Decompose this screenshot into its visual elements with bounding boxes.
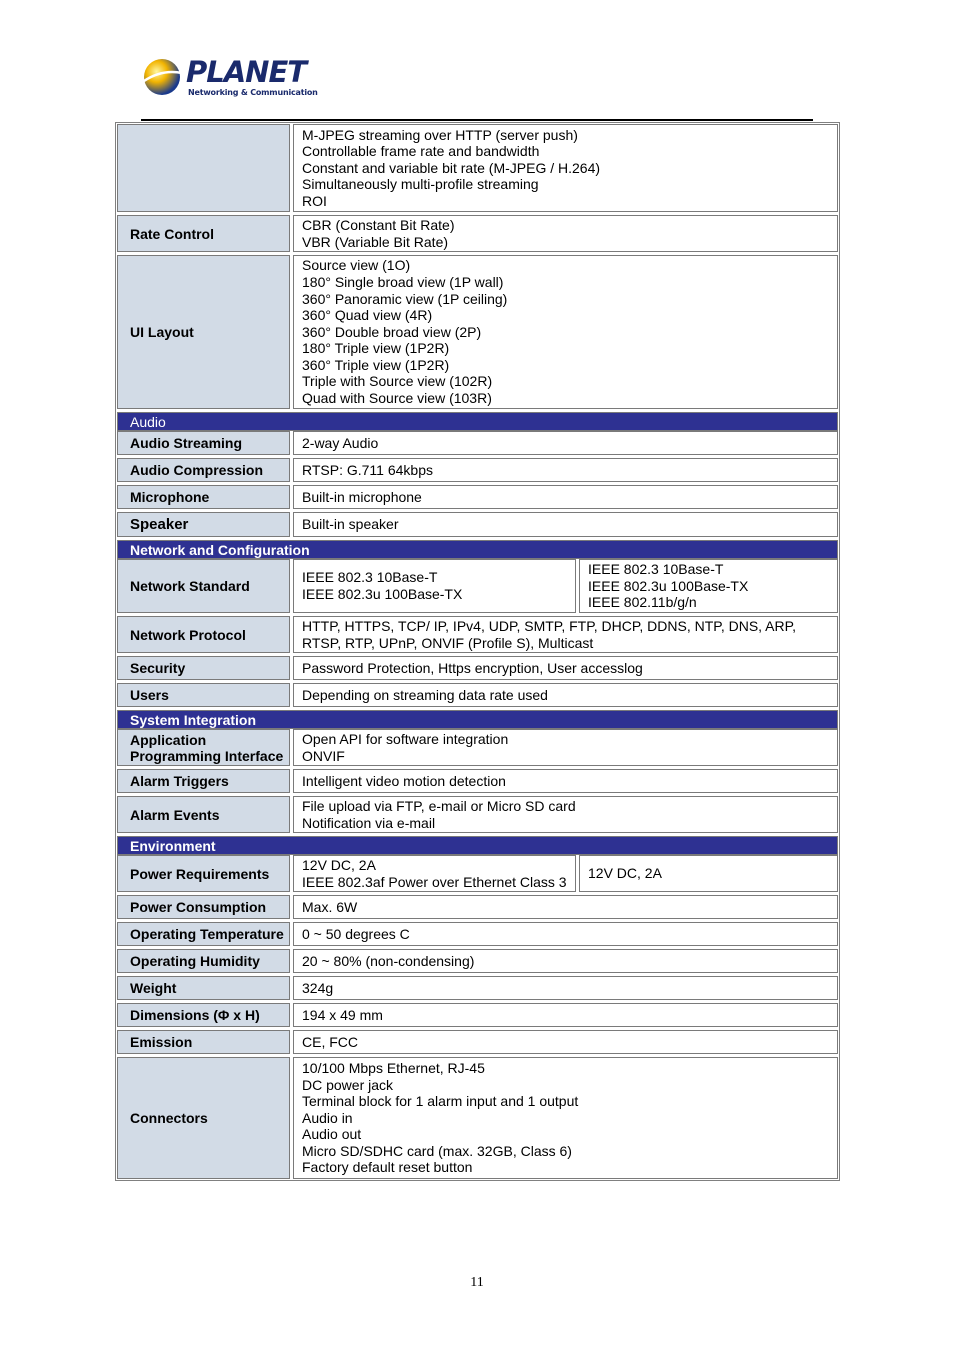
spec-value-line: CE, FCC	[302, 1033, 358, 1050]
spec-value-line: 180° Single broad view (1P wall)	[302, 273, 504, 290]
spec-value-line: 360° Quad view (4R)	[302, 307, 433, 324]
spec-value-line: VBR (Variable Bit Rate)	[302, 233, 449, 250]
spec-row	[117, 458, 838, 482]
spec-value	[293, 656, 838, 680]
spec-value	[293, 431, 838, 455]
spec-value-line: Intelligent video motion detection	[302, 772, 506, 789]
brand-name: PLANET	[186, 55, 307, 89]
spec-value-line: DC power jack	[302, 1076, 394, 1093]
spec-value-line: IEEE 802.3u 100Base-TX	[302, 586, 463, 602]
spec-value-cell	[579, 559, 838, 613]
spec-row	[117, 949, 838, 973]
spec-value-line: Audio in	[302, 1109, 353, 1126]
spec-value	[293, 215, 838, 252]
spec-value	[293, 1057, 838, 1179]
spec-row	[117, 1030, 838, 1054]
spec-value-line: Audio out	[302, 1126, 362, 1143]
spec-value-line: RTSP, RTP, UPnP, ONVIF (Profile S), Multicast	[302, 634, 594, 651]
spec-value-line: IEEE 802.3 10Base-T	[588, 561, 724, 578]
spec-value	[293, 729, 838, 766]
spec-value	[293, 922, 838, 946]
spec-value-line: Depending on streaming data rate used	[302, 686, 548, 703]
spec-label: Power Requirements	[117, 855, 290, 892]
spec-label: Dimensions (Φ x H)	[117, 1003, 290, 1027]
spec-label: Speaker	[117, 512, 290, 537]
spec-row	[117, 796, 838, 833]
spec-row	[117, 1057, 838, 1179]
spec-row	[117, 1003, 838, 1027]
spec-row	[117, 922, 838, 946]
spec-value	[293, 855, 838, 892]
section-header: Environment	[117, 836, 838, 855]
spec-row	[117, 855, 838, 892]
spec-row	[117, 895, 838, 919]
spec-value	[293, 976, 838, 1000]
spec-value	[293, 512, 838, 537]
spec-value-line: Terminal block for 1 alarm input and 1 output	[302, 1093, 579, 1110]
spec-label: Application Programming Interface	[117, 729, 290, 766]
spec-value-line: IEEE 802.3 10Base-T	[302, 569, 438, 586]
spec-value	[293, 124, 838, 212]
section-header: System Integration	[117, 710, 838, 729]
spec-value-line: HTTP, HTTPS, TCP/ IP, IPv4, UDP, SMTP, FTP, DHCP, DDNS, NTP, DNS, ARP,	[302, 617, 797, 634]
spec-label: Network Protocol	[117, 616, 290, 653]
spec-label: Alarm Events	[117, 796, 290, 833]
spec-value-line: Controllable frame rate and bandwidth	[302, 143, 540, 160]
spec-value-cell	[293, 559, 576, 613]
spec-value-line: Open API for software integration	[302, 730, 509, 747]
planet-logo	[142, 55, 318, 100]
spec-value	[293, 895, 838, 919]
spec-value	[293, 796, 838, 833]
spec-label: Security	[117, 656, 290, 680]
spec-label: Users	[117, 683, 290, 707]
spec-value-line: 180° Triple view (1P2R)	[302, 340, 450, 357]
header-rule	[141, 119, 813, 121]
spec-value	[293, 949, 838, 973]
spec-value-line: Password Protection, Https encryption, User accesslog	[302, 659, 643, 676]
spec-value-line: Built-in microphone	[302, 488, 422, 505]
spec-row	[117, 559, 838, 613]
spec-row	[117, 431, 838, 455]
spec-value	[293, 485, 838, 509]
spec-value-line: 360° Double broad view (2P)	[302, 323, 482, 340]
spec-value-line: 20 ~ 80% (non-condensing)	[302, 952, 475, 969]
spec-label: UI Layout	[117, 255, 290, 409]
spec-value-line: Max. 6W	[302, 898, 358, 915]
spec-value-line: Micro SD/SDHC card (max. 32GB, Class 6)	[302, 1142, 572, 1159]
spec-value-line: 360° Triple view (1P2R)	[302, 356, 450, 373]
spec-value-cell	[293, 855, 576, 892]
spec-value-line: IEEE 802.3af Power over Ethernet Class 3	[302, 873, 567, 890]
spec-value	[293, 769, 838, 793]
section-header: Network and Configuration	[117, 540, 838, 559]
spec-value-line: Notification via e-mail	[302, 814, 436, 831]
spec-label: Alarm Triggers	[117, 769, 290, 793]
spec-row	[117, 215, 838, 252]
spec-value-cell	[579, 855, 838, 892]
spec-row	[117, 512, 838, 537]
spec-value-line: Built-in speaker	[302, 516, 399, 533]
spec-label: Emission	[117, 1030, 290, 1054]
section-header: Audio	[117, 412, 838, 431]
spec-value-line: Source view (1O)	[302, 257, 411, 274]
spec-value-line: 0 ~ 50 degrees C	[302, 925, 410, 942]
spec-value-line: Factory default reset button	[302, 1159, 473, 1176]
spec-value-line: Quad with Source view (103R)	[302, 390, 492, 407]
spec-value-line: IEEE 802.11b/g/n	[588, 594, 697, 611]
spec-value-line: 12V DC, 2A	[588, 865, 662, 882]
spec-row	[117, 729, 838, 766]
spec-value	[293, 1030, 838, 1054]
spec-value	[293, 1003, 838, 1027]
spec-row	[117, 485, 838, 509]
spec-label: Operating Temperature	[117, 922, 290, 946]
spec-value-line: 10/100 Mbps Ethernet, RJ-45	[302, 1059, 485, 1076]
spec-value-line: Simultaneously multi-profile streaming	[302, 176, 539, 193]
spec-row	[117, 769, 838, 793]
spec-value-line: M-JPEG streaming over HTTP (server push)	[302, 126, 578, 143]
spec-label	[117, 124, 290, 212]
spec-value-line: Triple with Source view (102R)	[302, 373, 493, 390]
spec-row	[117, 683, 838, 707]
spec-value-line: RTSP: G.711 64kbps	[302, 461, 433, 478]
spec-row	[117, 255, 838, 409]
spec-value-line: 12V DC, 2A	[302, 856, 376, 873]
spec-label: Audio Streaming	[117, 431, 290, 455]
page-number: 11	[470, 1275, 484, 1290]
spec-label: Operating Humidity	[117, 949, 290, 973]
spec-label: Rate Control	[117, 215, 290, 252]
spec-value-line: IEEE 802.3u 100Base-TX	[588, 577, 749, 594]
spec-value-line: 194 x 49 mm	[302, 1006, 383, 1023]
spec-value	[293, 458, 838, 482]
spec-value-line: ROI	[302, 192, 327, 209]
spec-row	[117, 976, 838, 1000]
spec-value	[293, 559, 838, 613]
spec-value-line: 324g	[302, 979, 334, 996]
brand-tagline: Networking & Communication	[188, 88, 318, 97]
spec-row	[117, 656, 838, 680]
spec-value-line: 2-way Audio	[302, 434, 379, 451]
spec-row	[117, 616, 838, 653]
spec-label: Microphone	[117, 485, 290, 509]
spec-label: Weight	[117, 976, 290, 1000]
spec-label: Audio Compression	[117, 458, 290, 482]
spec-label: Network Standard	[117, 559, 290, 613]
globe-icon	[142, 55, 184, 99]
spec-value-line: File upload via FTP, e-mail or Micro SD card	[302, 797, 576, 814]
spec-table	[115, 122, 840, 1181]
spec-row	[117, 124, 838, 212]
spec-value-line: CBR (Constant Bit Rate)	[302, 216, 455, 233]
spec-value	[293, 683, 838, 707]
spec-label: Connectors	[117, 1057, 290, 1179]
spec-value	[293, 255, 838, 409]
spec-value-line: 360° Panoramic view (1P ceiling)	[302, 290, 508, 307]
spec-value	[293, 616, 838, 653]
spec-value-line: ONVIF	[302, 747, 345, 764]
spec-value-line: Constant and variable bit rate (M-JPEG / H.264)	[302, 159, 601, 176]
spec-label: Power Consumption	[117, 895, 290, 919]
